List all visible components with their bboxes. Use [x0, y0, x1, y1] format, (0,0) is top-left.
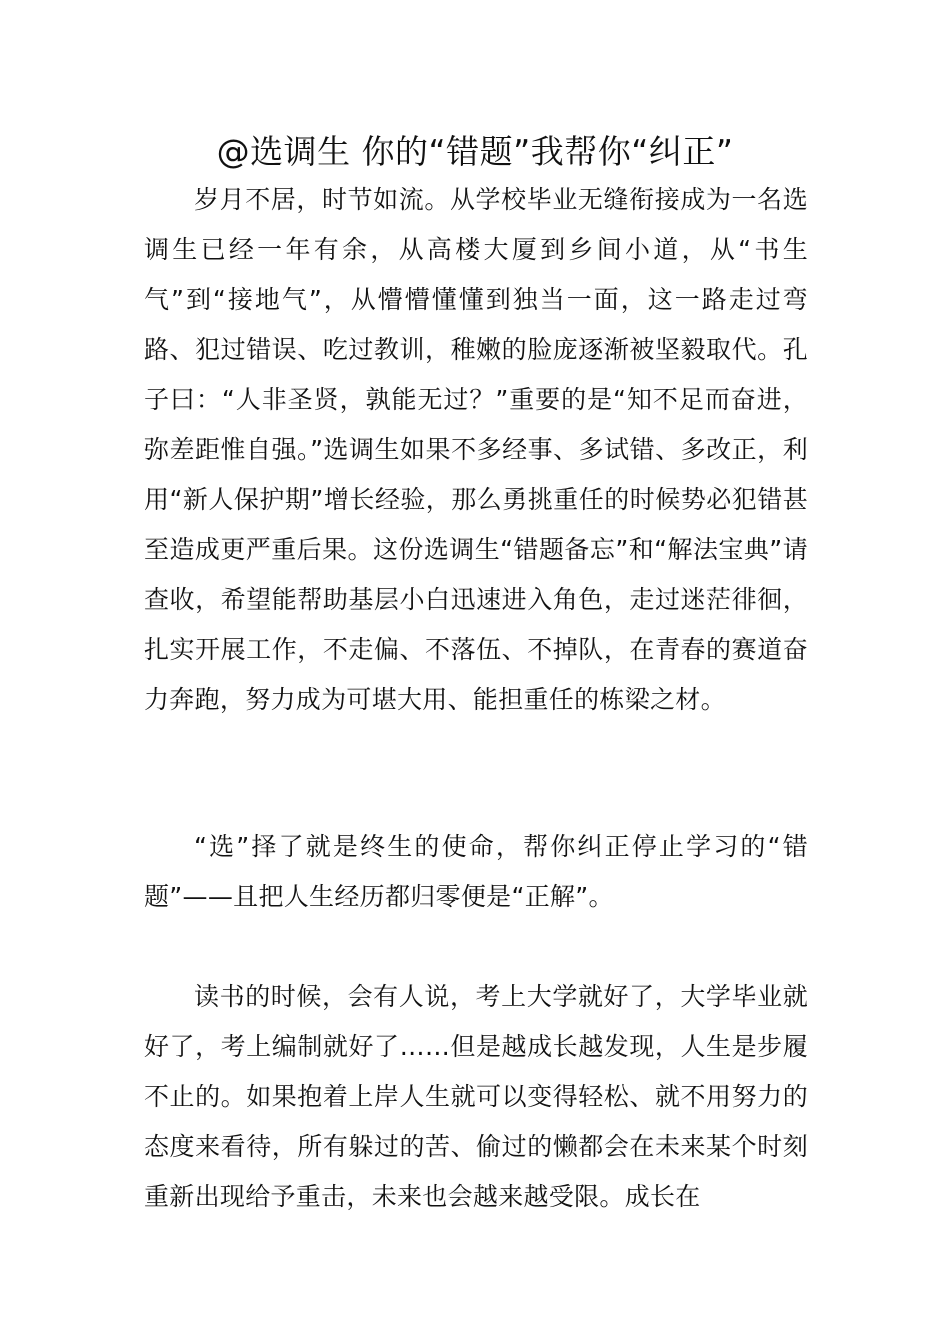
paragraph-body: 读书的时候，会有人说，考上大学就好了，大学毕业就好了，考上编制就好了……但是越成长越发现，人生是步履不止的。如果抱着上岸人生就可以变得轻松、就不用努力的态度来看待，所有躲过的苦、偷过的懒都会在未来某个时刻重新出现给予重击，未来也会越来越受限。成长在 [144, 982, 808, 1211]
document-title: @选调生 你的“错题”我帮你“纠正” [216, 132, 734, 171]
paragraph-section-heading: “选”择了就是终生的使命，帮你纠正停止学习的“错题”——且把人生经历都归零便是“正解”。 [144, 832, 808, 911]
paragraph-intro: 岁月不居，时节如流。从学校毕业无缝衔接成为一名选调生已经一年有余，从高楼大厦到乡间小道，从“书生气”到“接地气”，从懵懵懂懂到独当一面，这一路走过弯路、犯过错误、吃过教训，稚嫩的脸庞逐渐被坚毅取代。孔子曰：“人非圣贤，孰能无过？”重要的是“知不足而奋进，弥差距惟自强。”选调生如果不多经事、多试错、多改正，利用“新人保护期”增长经验，那么勇挑重任的时候势必犯错甚至造成更严重后果。这份选调生“错题备忘”和“解法宝典”请查收，希望能帮助基层小白迅速进入角色，走过迷茫徘徊，扎实开展工作，不走偏、不落伍、不掉队，在青春的赛道奋力奔跑，努力成为可堪大用、能担重任的栋梁之材。 [144, 185, 808, 714]
